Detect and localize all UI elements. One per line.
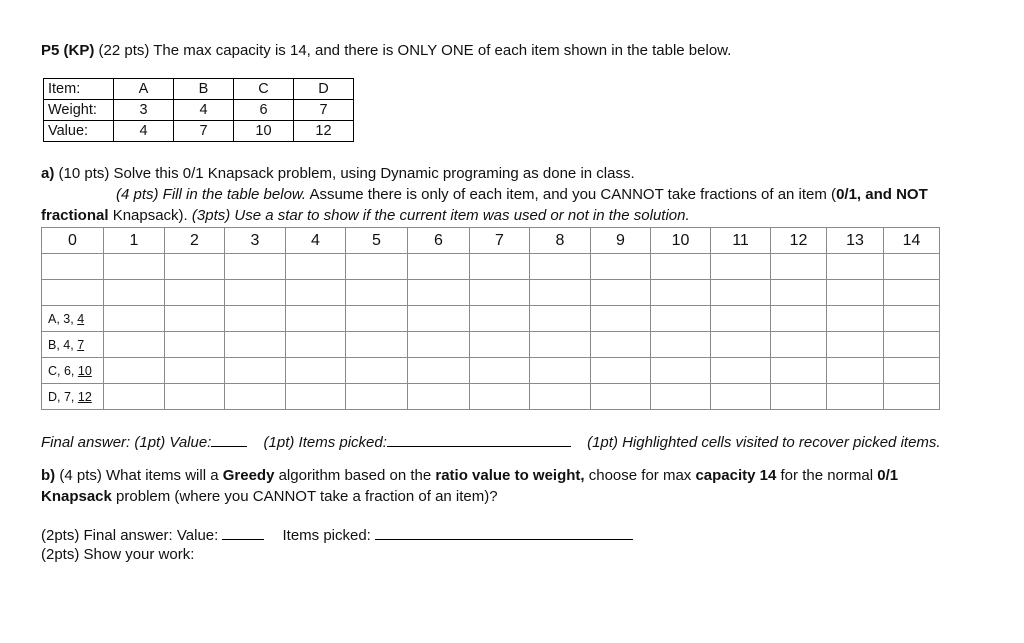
part-b-answer-line xyxy=(41,525,633,544)
part-b-text4: for the normal xyxy=(780,467,874,484)
dp-item-row xyxy=(42,384,940,410)
dp-cell[interactable] xyxy=(104,254,165,280)
part-b-value-label: (2pts) Final answer: Value: xyxy=(41,527,219,544)
dp-cell[interactable] xyxy=(104,358,165,384)
dp-cell[interactable] xyxy=(346,280,408,306)
capacity-header: 13 xyxy=(827,228,884,254)
dp-cell[interactable] xyxy=(591,280,651,306)
item-cell: B xyxy=(174,79,234,100)
part-b-items-label: Items picked: xyxy=(282,527,371,544)
part-b-text1: (4 pts) What items will a xyxy=(59,467,219,484)
dp-cell[interactable] xyxy=(711,280,771,306)
part-b-bold-ratio: ratio value to weight, xyxy=(435,467,585,484)
dp-cell[interactable] xyxy=(711,384,771,410)
row-item-value: 10 xyxy=(77,363,92,378)
item-cell: A xyxy=(114,79,174,100)
dp-cell[interactable] xyxy=(530,384,591,410)
final-items-blank[interactable] xyxy=(387,432,571,447)
dp-cell[interactable] xyxy=(346,306,408,332)
dp-blank-row xyxy=(42,254,940,280)
part-a-bold2: fractional xyxy=(41,207,109,224)
part-b-bold-knapsack: Knapsack xyxy=(41,488,112,505)
values-row xyxy=(44,121,354,142)
part-b-line2 xyxy=(41,488,498,505)
item-cell: C xyxy=(234,79,294,100)
weights-row xyxy=(44,100,354,121)
part-a-bold1: 0/1, and NOT xyxy=(836,186,928,203)
dp-cell[interactable] xyxy=(104,306,165,332)
final-value-blank[interactable] xyxy=(211,432,247,447)
dp-cell[interactable] xyxy=(346,254,408,280)
row-item-name: A, 3, xyxy=(48,311,78,326)
dp-cell[interactable] xyxy=(591,306,651,332)
dp-cell[interactable] xyxy=(530,306,591,332)
dp-cell[interactable] xyxy=(711,254,771,280)
dp-row-label xyxy=(42,358,104,384)
dp-cell[interactable] xyxy=(884,254,940,280)
dp-cell[interactable] xyxy=(711,332,771,358)
dp-cell[interactable] xyxy=(346,358,408,384)
dp-cell[interactable] xyxy=(470,254,530,280)
part-b-bold-01: 0/1 xyxy=(877,467,899,484)
weight-cell: 7 xyxy=(294,100,354,121)
problem-statement: (22 pts) The max capacity is 14, and there is ONLY ONE of each item shown in the table below. xyxy=(98,42,732,59)
weight-cell: 3 xyxy=(114,100,174,121)
dp-cell[interactable] xyxy=(884,306,940,332)
dp-header-row xyxy=(42,228,940,254)
capacity-header: 5 xyxy=(346,228,408,254)
dp-cell[interactable] xyxy=(827,306,884,332)
final-value-label: Final answer: (1pt) Value: xyxy=(41,434,212,451)
row-item-name: D, 7, xyxy=(48,389,78,404)
row-label-item: Item: xyxy=(44,79,114,100)
dp-cell[interactable] xyxy=(651,306,711,332)
capacity-header: 12 xyxy=(771,228,827,254)
dp-cell[interactable] xyxy=(408,280,470,306)
dp-cell[interactable] xyxy=(286,358,346,384)
dp-cell[interactable] xyxy=(651,358,711,384)
part-b-work-label: (2pts) Show your work: xyxy=(41,546,195,563)
dp-cell[interactable] xyxy=(286,384,346,410)
dp-cell[interactable] xyxy=(165,254,225,280)
value-cell: 7 xyxy=(174,121,234,142)
dp-cell[interactable] xyxy=(470,306,530,332)
row-item-name: B, 4, xyxy=(48,337,78,352)
dp-cell[interactable] xyxy=(408,254,470,280)
dp-cell[interactable] xyxy=(408,306,470,332)
capacity-header: 8 xyxy=(530,228,591,254)
part-a-label: a) xyxy=(41,165,55,182)
capacity-header: 4 xyxy=(286,228,346,254)
part-a-italic2: (3pts) Use a star to show if the current item was used or not in the solution. xyxy=(191,207,690,224)
capacity-header: 9 xyxy=(591,228,651,254)
dp-cell[interactable] xyxy=(408,332,470,358)
dp-item-row xyxy=(42,332,940,358)
dp-cell[interactable] xyxy=(530,280,591,306)
dp-cell[interactable] xyxy=(346,332,408,358)
highlight-label: (1pt) Highlighted cells visited to recover picked items. xyxy=(587,434,941,451)
dp-cell[interactable] xyxy=(884,358,940,384)
dp-cell[interactable] xyxy=(530,332,591,358)
dp-cell[interactable] xyxy=(286,254,346,280)
part-b-bold-greedy: Greedy xyxy=(222,467,275,484)
dp-cell[interactable] xyxy=(165,280,225,306)
dp-cell[interactable] xyxy=(771,332,827,358)
capacity-header: 14 xyxy=(884,228,940,254)
part-a-text2: Assume there is only of each item, and you CANNOT take fractions of an item ( xyxy=(309,186,837,203)
dp-cell[interactable] xyxy=(884,384,940,410)
dp-cell[interactable] xyxy=(651,254,711,280)
dp-cell[interactable] xyxy=(771,280,827,306)
dp-cell[interactable] xyxy=(225,306,286,332)
dp-cell[interactable] xyxy=(591,254,651,280)
part-a-line2 xyxy=(116,186,928,203)
row-item-value: 7 xyxy=(77,337,85,352)
part-b-value-blank[interactable] xyxy=(222,525,264,540)
dp-cell[interactable] xyxy=(286,306,346,332)
dp-cell[interactable] xyxy=(771,306,827,332)
part-b-label: b) xyxy=(41,467,56,484)
part-a-line1 xyxy=(41,165,635,182)
dp-table xyxy=(41,227,940,410)
row-label-weight: Weight: xyxy=(44,100,114,121)
dp-cell[interactable] xyxy=(884,280,940,306)
row-label-value: Value: xyxy=(44,121,114,142)
capacity-header: 3 xyxy=(225,228,286,254)
dp-cell[interactable] xyxy=(225,332,286,358)
dp-cell[interactable] xyxy=(165,358,225,384)
part-b-work-line xyxy=(41,546,194,563)
dp-cell[interactable] xyxy=(470,384,530,410)
dp-cell[interactable] xyxy=(42,254,104,280)
part-a-italic1: (4 pts) Fill in the table below. xyxy=(116,186,307,203)
final-items-label: (1pt) Items picked: xyxy=(263,434,387,451)
capacity-header: 6 xyxy=(408,228,470,254)
dp-cell[interactable] xyxy=(165,332,225,358)
dp-row-label xyxy=(42,384,104,410)
dp-cell[interactable] xyxy=(827,358,884,384)
dp-cell[interactable] xyxy=(286,280,346,306)
dp-cell[interactable] xyxy=(771,254,827,280)
dp-cell[interactable] xyxy=(827,280,884,306)
dp-cell[interactable] xyxy=(651,280,711,306)
row-item-value: 12 xyxy=(77,389,92,404)
dp-cell[interactable] xyxy=(165,384,225,410)
dp-cell[interactable] xyxy=(771,384,827,410)
dp-cell[interactable] xyxy=(884,332,940,358)
dp-cell[interactable] xyxy=(225,358,286,384)
dp-item-row xyxy=(42,358,940,384)
capacity-header: 2 xyxy=(165,228,225,254)
dp-cell[interactable] xyxy=(591,384,651,410)
capacity-header: 7 xyxy=(470,228,530,254)
dp-row-label xyxy=(42,306,104,332)
part-b-text3: choose for max xyxy=(588,467,692,484)
dp-item-row xyxy=(42,306,940,332)
dp-cell[interactable] xyxy=(286,332,346,358)
items-table xyxy=(43,78,354,142)
part-b-line1 xyxy=(41,467,898,484)
problem-header xyxy=(41,42,731,59)
capacity-header: 10 xyxy=(651,228,711,254)
part-b-bold-capacity: capacity 14 xyxy=(695,467,777,484)
dp-cell[interactable] xyxy=(827,332,884,358)
dp-cell[interactable] xyxy=(711,306,771,332)
weight-cell: 4 xyxy=(174,100,234,121)
row-item-name: C, 6, xyxy=(48,363,78,378)
dp-cell[interactable] xyxy=(591,358,651,384)
item-cell: D xyxy=(294,79,354,100)
capacity-header: 11 xyxy=(711,228,771,254)
dp-cell[interactable] xyxy=(591,332,651,358)
dp-cell[interactable] xyxy=(827,384,884,410)
dp-cell[interactable] xyxy=(165,306,225,332)
value-cell: 10 xyxy=(234,121,294,142)
dp-cell[interactable] xyxy=(711,358,771,384)
part-a-line3 xyxy=(41,207,690,224)
weight-cell: 6 xyxy=(234,100,294,121)
part-a-text1: (10 pts) Solve this 0/1 Knapsack problem, using Dynamic programing as done in class. xyxy=(58,165,635,182)
dp-cell[interactable] xyxy=(771,358,827,384)
final-answer-line xyxy=(41,432,941,451)
dp-cell[interactable] xyxy=(470,280,530,306)
dp-cell[interactable] xyxy=(225,254,286,280)
dp-cell[interactable] xyxy=(408,384,470,410)
dp-cell[interactable] xyxy=(530,254,591,280)
dp-blank-row xyxy=(42,280,940,306)
dp-cell[interactable] xyxy=(346,384,408,410)
value-cell: 4 xyxy=(114,121,174,142)
dp-cell[interactable] xyxy=(104,332,165,358)
dp-cell[interactable] xyxy=(408,358,470,384)
dp-cell[interactable] xyxy=(225,280,286,306)
dp-cell[interactable] xyxy=(470,332,530,358)
dp-cell[interactable] xyxy=(530,358,591,384)
value-cell: 12 xyxy=(294,121,354,142)
dp-cell[interactable] xyxy=(651,332,711,358)
problem-id: P5 (KP) xyxy=(41,42,95,59)
dp-cell[interactable] xyxy=(42,280,104,306)
dp-cell[interactable] xyxy=(470,358,530,384)
capacity-header: 1 xyxy=(104,228,165,254)
dp-cell[interactable] xyxy=(225,384,286,410)
part-b-items-blank[interactable] xyxy=(375,525,633,540)
items-row xyxy=(44,79,354,100)
row-item-value: 4 xyxy=(77,311,85,326)
dp-cell[interactable] xyxy=(651,384,711,410)
dp-cell[interactable] xyxy=(104,280,165,306)
dp-row-label xyxy=(42,332,104,358)
part-a-text3: Knapsack). xyxy=(112,207,188,224)
dp-cell[interactable] xyxy=(104,384,165,410)
part-b-line2-text: problem (where you CANNOT take a fraction of an item)? xyxy=(116,488,498,505)
dp-cell[interactable] xyxy=(827,254,884,280)
capacity-header: 0 xyxy=(42,228,104,254)
part-b-text2: algorithm based on the xyxy=(278,467,432,484)
